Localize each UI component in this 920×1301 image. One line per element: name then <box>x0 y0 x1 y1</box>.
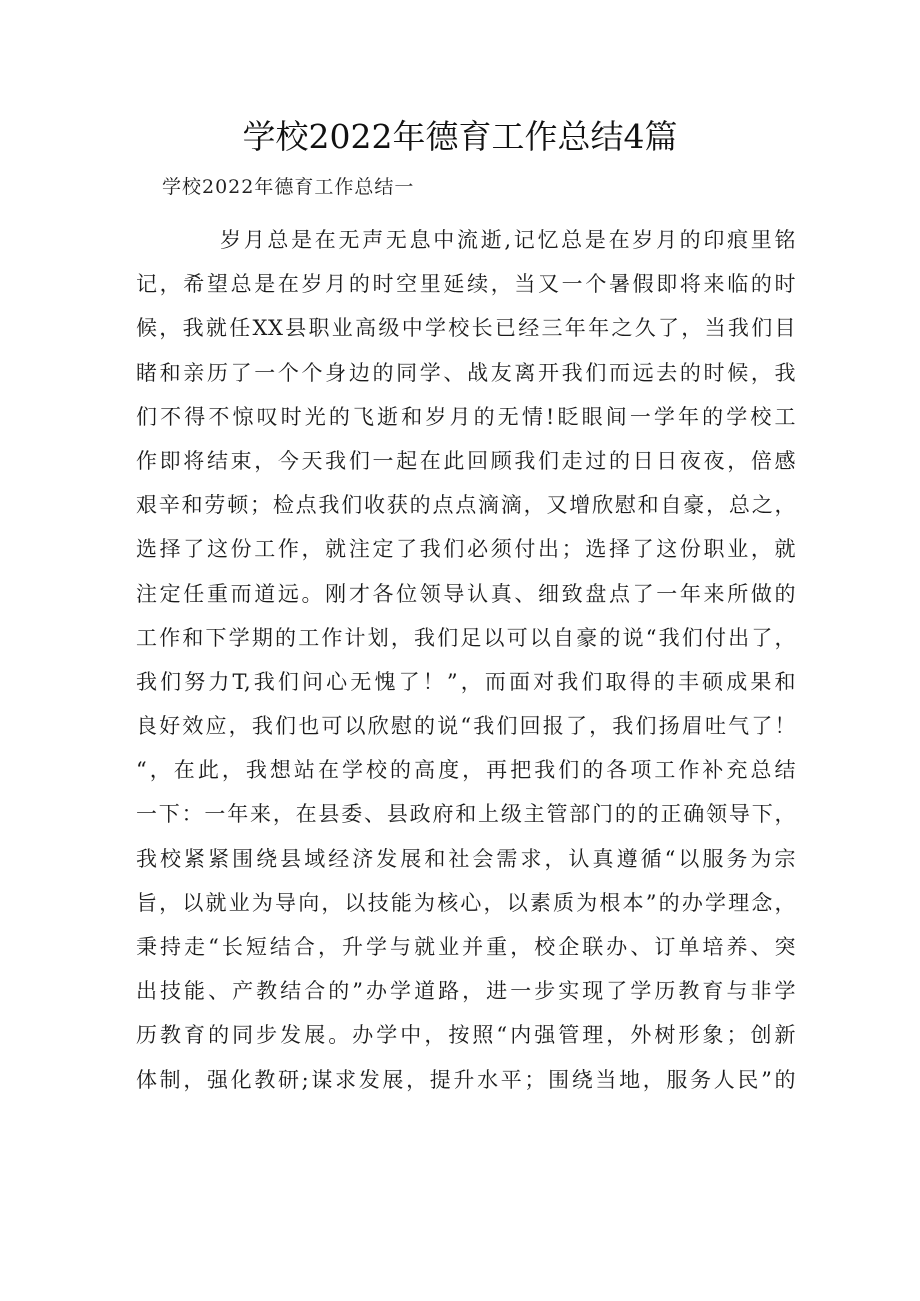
body-paragraph <box>136 218 796 1102</box>
body-line: 候，我就任XX县职业高级中学校长已经三年年之久了，当我们目 <box>136 316 796 341</box>
body-line: 秉持走“长短结合，升学与就业并重，校企联办、订单培养、突 <box>136 935 796 959</box>
body-line: 艰辛和劳顿；检点我们收获的点点滴滴，又增欣慰和自豪，总之， <box>136 493 796 518</box>
body-line: 体制，强化教研;谋求发展，提升水平；围绕当地，服务人民”的 <box>136 1067 796 1092</box>
body-line: 我校紧紧围绕县域经济发展和社会需求，认真遵循“以服务为宗 <box>136 846 796 871</box>
body-line: 出技能、产教结合的”办学道路，进一步实现了学历教育与非学 <box>136 979 796 1004</box>
body-line: 良好效应，我们也可以欣慰的说“我们回报了，我们扬眉吐气了！ <box>136 714 796 739</box>
body-line: 旨，以就业为导向，以技能为核心，以素质为根本”的办学理念， <box>136 890 796 915</box>
body-line: 睹和亲历了一个个身边的同学、战友离开我们而远去的时候，我 <box>136 360 796 385</box>
body-line: 一下：一年来，在县委、县政府和上级主管部门的的正确领导下， <box>136 802 796 827</box>
body-line: 工作和下学期的工作计划，我们足以可以自豪的说“我们付出了， <box>136 625 796 650</box>
body-line: 注定任重而道远。刚才各位领导认真、细致盘点了一年来所做的 <box>136 581 796 606</box>
body-line: 岁月总是在无声无息中流逝,记忆总是在岁月的印痕里铭 <box>220 228 796 252</box>
body-line: “，在此，我想站在学校的高度，再把我们的各项工作补充总结 <box>136 758 796 783</box>
document-subtitle: 学校2022年德育工作总结一 <box>162 176 415 198</box>
body-line: 我们努力T,我们问心无愧了！”，而面对我们取得的丰硕成果和 <box>136 669 796 694</box>
body-line: 们不得不惊叹时光的飞逝和岁月的无情!眨眼间一学年的学校工 <box>136 404 796 429</box>
body-line: 历教育的同步发展。办学中，按照“内强管理，外树形象；创新 <box>136 1023 796 1048</box>
body-line: 选择了这份工作，就注定了我们必须付出；选择了这份职业，就 <box>136 537 796 562</box>
body-line: 记，希望总是在岁月的时空里延续，当又一个暑假即将来临的时 <box>136 272 796 297</box>
body-line: 作即将结束，今天我们一起在此回顾我们走过的日日夜夜，倍感 <box>136 448 796 473</box>
document-title: 学校2022年德育工作总结4篇 <box>242 117 678 156</box>
